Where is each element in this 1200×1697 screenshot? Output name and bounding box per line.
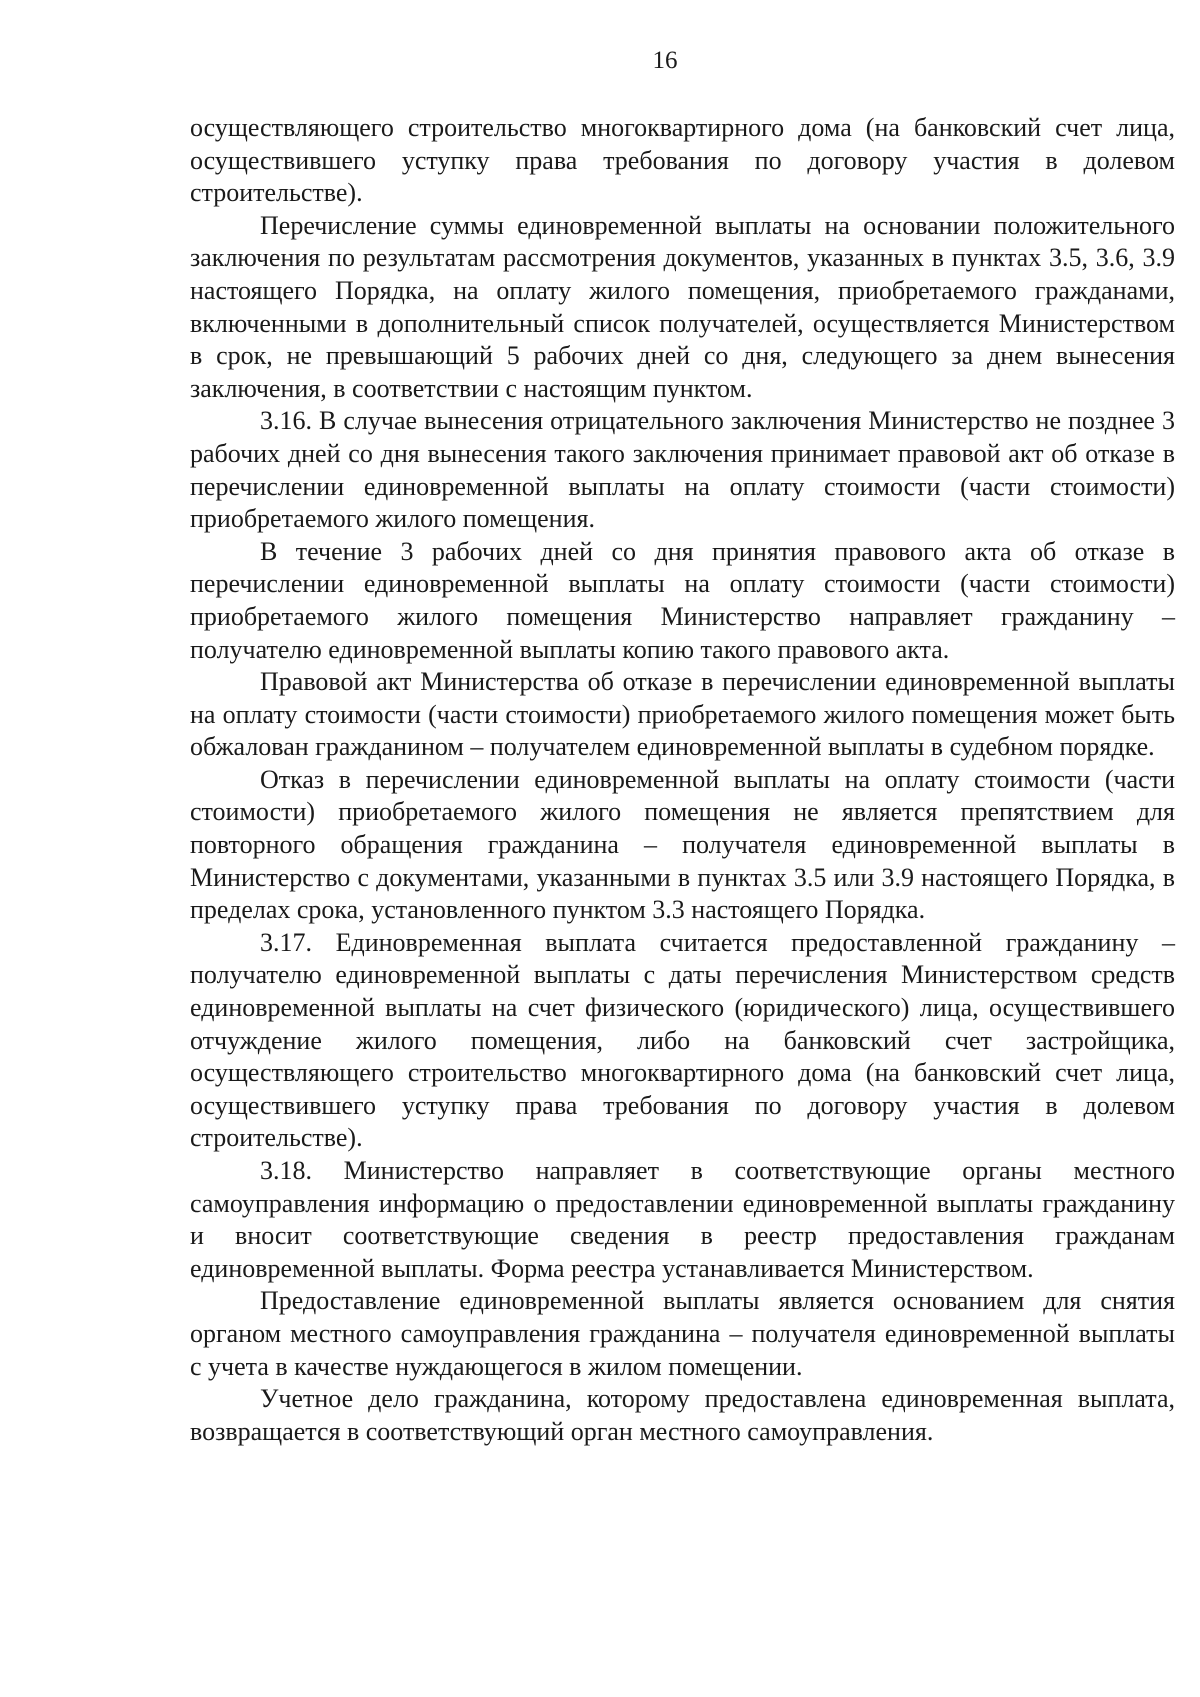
document-body — [190, 112, 1175, 1448]
paragraph-3-16: 3.16. В случае вынесения отрицательного заключения Министерство не позднее 3 рабочих дней со дня вынесения такого заключения принимает правовой акт об отказе в перечислении единовременной выплаты на оплату стоимости (части стоимости) приобретаемого жилого помещения. — [190, 406, 1175, 534]
paragraph: Предоставление единовременной выплаты является основанием для снятия органом местного самоуправления гражданина – получателя единовременной выплаты с учета в качестве нуждающегося в жилом помещении. — [190, 1286, 1175, 1381]
paragraph-3-17: 3.17. Единовременная выплата считается предоставленной гражданину – получателю единовременной выплаты с даты перечисления Министерством средств единовременной выплаты на счет физического (юридического) лица, осуществившего отчуждение жилого помещения, либо на банковский счет застройщика, осуществляющего строительство многоквартирного дома (на банковский счет лица, осуществившего уступку права требования по договору участия в долевом строительстве). — [190, 927, 1175, 1153]
paragraph: Учетное дело гражданина, которому предоставлена единовременная выплата, возвращается в соответствующий орган местного самоуправления. — [190, 1384, 1175, 1446]
paragraph-3-18: 3.18. Министерство направляет в соответствующие органы местного самоуправления информацию о предоставлении единовременной выплаты гражданину и вносит соответствующие сведения в реестр предоставления гражданам единовременной выплаты. Форма реестра устанавливается Министерством. — [190, 1156, 1175, 1283]
page-number: 16 — [652, 47, 678, 74]
paragraph: В течение 3 рабочих дней со дня принятия правового акта об отказе в перечислении единовременной выплаты на оплату стоимости (части стоимости) приобретаемого жилого помещения Министерство направляет гражданину – получателю единовременной выплаты копию такого правового акта. — [190, 536, 1175, 664]
paragraph: Перечисление суммы единовременной выплаты на основании положительного заключения по результатам рассмотрения документов, указанных в пунктах 3.5, 3.6, 3.9 настоящего Порядка, на оплату жилого помещения, приобретаемого гражданами, включенными в дополнительный список получателей, осуществляется Министерством в срок, не превышающий 5 рабочих дней со дня, следующего за днем вынесения заключения, в соответствии с настоящим пунктом. — [190, 210, 1175, 403]
paragraph: Правовой акт Министерства об отказе в перечислении единовременной выплаты на оплату стоимости (части стоимости) приобретаемого жилого помещения может быть обжалован гражданином – получателем единовременной выплаты в судебном порядке. — [190, 667, 1175, 762]
paragraph: Отказ в перечислении единовременной выплаты на оплату стоимости (части стоимости) приобретаемого жилого помещения не является препятствием для повторного обращения гражданина – получателя единовременной выплаты в Министерство с документами, указанными в пунктах 3.5 или 3.9 настоящего Порядка, в пределах срока, установленного пунктом 3.3 настоящего Порядка. — [190, 764, 1175, 925]
paragraph-continuation: осуществляющего строительство многоквартирного дома (на банковский счет лица, осуществившего уступку права требования по договору участия в долевом строительстве). — [190, 113, 1175, 208]
